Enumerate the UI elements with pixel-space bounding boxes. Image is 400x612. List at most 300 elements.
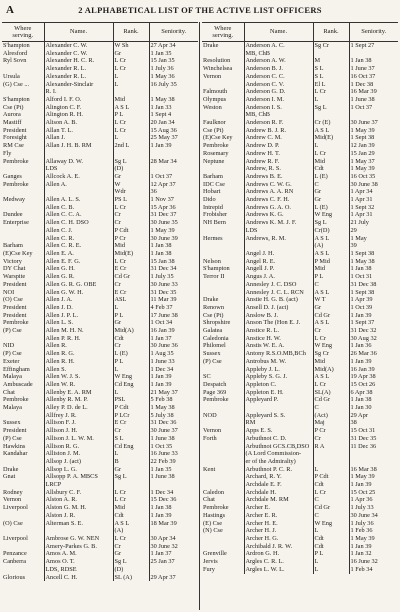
cell-where-serving: President <box>3 427 27 435</box>
cell-where-serving <box>202 250 244 258</box>
cell-where-serving: Pembroke <box>3 319 29 327</box>
cell-name: Andrews A. A. RN <box>244 188 313 196</box>
cell-rank: Cr <box>113 281 149 289</box>
cell-where-serving: Galatea <box>203 327 223 335</box>
cell-name: Andrew B. J. R. <box>244 127 313 135</box>
cell-rank: W Eng <box>313 520 349 528</box>
cell-seniority <box>149 566 198 574</box>
cell-name: Anderson G. D. <box>244 88 313 96</box>
cell-rank: Cd Gr <box>313 504 349 512</box>
cell-rank: L Cr <box>113 57 149 65</box>
cell-name: Appleyard P. <box>244 396 313 404</box>
cell-rank: L Cr <box>313 150 349 158</box>
cell-seniority: 15 Dec 36 <box>149 496 198 504</box>
cell-seniority: 4 Feb 37 <box>149 304 198 312</box>
cell-where-serving: Vernon <box>3 496 22 504</box>
cell-rank: W Sh <box>113 42 149 50</box>
cell-rank: Cr <box>113 342 149 350</box>
cell-seniority: 31 Dec 34 <box>149 265 198 273</box>
cell-rank: S L <box>313 73 349 81</box>
cell-name: Archer E. R. <box>244 512 313 520</box>
cell-rank: A S L <box>313 319 349 327</box>
cell-seniority: 1 Aug 35 <box>149 350 198 358</box>
table-row <box>2 281 198 289</box>
cell-rank <box>313 450 349 458</box>
cell-seniority: 1 Jan 37 <box>149 335 198 343</box>
cell-name: Allison J. H. <box>44 427 113 435</box>
cell-name: Alexander H. C. R. <box>44 57 113 65</box>
table-row <box>2 327 198 335</box>
cell-name: Angus J. A. <box>244 273 313 281</box>
cell-seniority: 6 Apr 38 <box>349 389 398 397</box>
cell-seniority: 29 <box>349 227 398 235</box>
cell-seniority: 1 July 33 <box>349 504 398 512</box>
cell-seniority: 1 Dec 38 <box>349 81 398 89</box>
cell-seniority: 15 Aug 36 <box>149 127 198 135</box>
cell-where-serving: Effingham <box>3 365 30 373</box>
cell-where-serving <box>2 235 44 243</box>
cell-seniority <box>149 481 198 489</box>
cell-name: Allen J. D. <box>44 304 113 312</box>
cell-name: Amos O. T. <box>44 558 113 566</box>
cell-where-serving <box>202 281 244 289</box>
cell-rank: A S L <box>113 104 149 112</box>
cell-where-serving: NH Bern <box>203 219 226 227</box>
cell-name: Antrobus M. W. <box>244 358 313 366</box>
cell-where-serving: Shropshire <box>203 319 231 327</box>
cell-where-serving <box>202 419 244 427</box>
cell-name: Archer H. E. <box>244 520 313 528</box>
table-row <box>202 558 398 566</box>
cell-rank: P L <box>313 550 349 558</box>
cell-rank: L Cr <box>313 489 349 497</box>
cell-where-serving <box>2 512 44 520</box>
cell-seniority: 1 Jan 36 <box>349 342 398 350</box>
table-row <box>202 312 398 320</box>
cell-name: Anderson I. M. <box>244 96 313 104</box>
cell-rank: Cr (E) <box>313 119 349 127</box>
cell-name: Allen G. H. <box>44 265 113 273</box>
cell-seniority: 21 May 37 <box>149 389 198 397</box>
cell-seniority: 16 Jan 39 <box>349 366 398 374</box>
cell-name: Allen C. C. A. <box>44 211 113 219</box>
cell-where-serving: (P) Cse <box>203 357 222 365</box>
cell-name <box>244 404 313 412</box>
cell-seniority: 1 Jan 39 <box>149 512 198 520</box>
table-row <box>202 458 398 466</box>
table-row <box>2 404 198 412</box>
cell-name: Anderson C. V. <box>244 81 313 89</box>
table-row <box>2 512 198 520</box>
cell-seniority: 1 Apr 31 <box>349 196 398 204</box>
cell-where-serving <box>202 81 244 89</box>
cell-name: Alterman S. E. <box>44 520 113 528</box>
cell-seniority: 1 Jan 38 <box>149 504 198 512</box>
table-row <box>2 527 198 535</box>
cell-seniority <box>349 458 398 466</box>
cell-seniority <box>349 450 398 458</box>
cell-name: Arbuthnot P. C. R. <box>244 466 313 474</box>
cell-name: Andrews C. W. G. <box>244 181 313 189</box>
table-row <box>202 396 398 404</box>
cell-rank <box>113 88 149 96</box>
cell-name: Allen R. G. <box>44 350 113 358</box>
table-row <box>202 219 398 227</box>
cell-rank: W <box>113 181 149 189</box>
cell-rank: L Cr <box>113 204 149 212</box>
header-rank: Rank. <box>313 23 349 42</box>
cell-name: Allen M. H. N. <box>44 327 113 335</box>
table-row <box>202 435 398 443</box>
cell-seniority: 1 Sept 38 <box>349 134 398 142</box>
cell-rank: B <box>113 458 149 466</box>
cell-seniority: 30 June 36 <box>149 342 198 350</box>
cell-name: Anstis W. E. A. <box>244 342 313 350</box>
cell-where-serving: Hobart <box>203 188 221 196</box>
cell-name: Allsopp P. A. MBCS <box>44 473 113 481</box>
cell-seniority: 30 Apr 34 <box>149 535 198 543</box>
cell-name: Ancell C. H. <box>44 574 113 582</box>
cell-rank: L Cr <box>113 535 149 543</box>
table-row <box>2 181 198 189</box>
cell-name: Archdale H. <box>244 489 313 497</box>
cell-where-serving: Ambuscade <box>3 380 33 388</box>
table-row <box>2 389 198 397</box>
column-divider <box>199 22 200 610</box>
table-row <box>202 281 398 289</box>
cell-seniority: 1 Oct 31 <box>349 273 398 281</box>
cell-where-serving <box>202 227 244 235</box>
cell-seniority: 30 June 38 <box>349 181 398 189</box>
cell-rank: C <box>313 181 349 189</box>
cell-seniority: 1 July 35 <box>149 273 198 281</box>
table-row <box>2 535 198 543</box>
cell-where-serving: Cse (Pt) <box>3 103 24 111</box>
left-list <box>2 22 198 581</box>
table-row <box>2 227 198 235</box>
cell-seniority: 1 May 39 <box>149 227 198 235</box>
cell-seniority: 15 Apr 36 <box>149 204 198 212</box>
cell-name: Alston J. R. <box>44 512 113 520</box>
table-row <box>202 543 398 551</box>
cell-rank: P Cdt <box>313 473 349 481</box>
table-row <box>2 504 198 512</box>
table-row <box>202 296 398 304</box>
cell-seniority: 1 Dec 34 <box>149 489 198 497</box>
cell-name: Alison A. B. <box>44 119 113 127</box>
cell-name: Anson The (Hon E. J. <box>244 319 313 327</box>
cell-seniority: 1 June 37 <box>349 65 398 73</box>
cell-rank: M <box>313 57 349 65</box>
cell-where-serving: Resolution <box>203 57 231 65</box>
cell-seniority: 1 Jan 38 <box>349 265 398 273</box>
table-row <box>202 566 398 574</box>
cell-rank: Cr <box>113 219 149 227</box>
table-row <box>202 427 398 435</box>
cell-where-serving: Vernon <box>203 427 222 435</box>
cell-rank: L <box>113 450 149 458</box>
cell-seniority: 1 Jan 35 <box>149 466 198 474</box>
cell-name: Anstie H. G. B. (act) <box>244 296 313 304</box>
cell-seniority: 1 May 36 <box>149 73 198 81</box>
cell-where-serving: President <box>3 303 27 311</box>
cell-seniority: 1 May 39 <box>349 473 398 481</box>
cell-seniority: 1 Jan 39 <box>349 312 398 320</box>
cell-name: Andrew D. P. <box>244 142 313 150</box>
cell-where-serving <box>202 366 244 374</box>
table-row <box>202 181 398 189</box>
cell-rank: Cd Gr <box>313 312 349 320</box>
cell-seniority: 1 Jan 30 <box>349 404 398 412</box>
cell-seniority: 1 Oct 37 <box>349 104 398 112</box>
header-seniority: Seniority. <box>349 23 398 42</box>
cell-where-serving <box>2 88 44 96</box>
cell-seniority: 1 July 36 <box>349 520 398 528</box>
cell-rank: L Cr <box>313 88 349 96</box>
cell-name: Allen C. H. DSO <box>44 219 113 227</box>
cell-where-serving: Pembroke <box>3 396 29 404</box>
cell-rank: L (E) <box>313 173 349 181</box>
table-row <box>2 165 198 173</box>
cell-name: Andrews G. A. O. <box>244 204 313 212</box>
table-row <box>202 358 398 366</box>
table-row <box>202 373 398 381</box>
cell-rank: Cr <box>113 211 149 219</box>
cell-where-serving: Cse (Pt) <box>203 126 224 134</box>
cell-seniority: 30 June 35 <box>149 219 198 227</box>
cell-rank: Mid(E) <box>113 250 149 258</box>
cell-name: Allen A. <box>44 181 113 189</box>
cell-rank: Cr <box>313 435 349 443</box>
cell-where-serving: Enterprise <box>3 219 29 227</box>
cell-seniority: 1 Sept 38 <box>349 250 398 258</box>
cell-where-serving: Pembroke <box>3 157 29 165</box>
cell-rank: L <box>113 134 149 142</box>
cell-name: Arbuthnot C. D. <box>244 435 313 443</box>
cell-rank: L Cr <box>313 381 349 389</box>
cell-name: Allen C. R. E. <box>44 242 113 250</box>
cell-seniority: 1 Jan 39 <box>349 358 398 366</box>
cell-seniority: 11 Dec 36 <box>349 443 398 451</box>
cell-rank: P LCr <box>113 412 149 420</box>
cell-name: Allen R. H. <box>44 358 113 366</box>
table-row <box>202 57 398 65</box>
cell-name <box>44 150 113 158</box>
cell-where-serving: Forth <box>203 434 217 442</box>
cell-rank <box>313 111 349 119</box>
table-row <box>2 204 198 212</box>
table-row <box>202 81 398 89</box>
table-row <box>2 211 198 219</box>
cell-where-serving: Neptune <box>203 157 225 165</box>
cell-rank: Sg Cr <box>313 42 349 50</box>
table-row <box>2 496 198 504</box>
cell-seniority: 29 Apr 37 <box>149 574 198 582</box>
cell-name: Andrews K. G. <box>244 211 313 219</box>
cell-rank: Cr <box>113 543 149 551</box>
table-row <box>202 104 398 112</box>
table-row <box>2 173 198 181</box>
cell-name <box>244 242 313 250</box>
table-row <box>202 188 398 196</box>
cell-rank: A S L <box>313 289 349 297</box>
table-row <box>2 435 198 443</box>
cell-seniority: 1 Apr 34 <box>349 188 398 196</box>
table-row <box>2 358 198 366</box>
cell-rank: L <box>113 304 149 312</box>
cell-where-serving: Rosemary <box>203 149 229 157</box>
cell-rank: L <box>113 81 149 89</box>
cell-seniority: 1 June 38 <box>149 435 198 443</box>
cell-seniority: 17 June 38 <box>149 312 198 320</box>
cell-rank: Sg Cr <box>313 350 349 358</box>
cell-rank: P L <box>113 358 149 366</box>
cell-name: Allen L. S. <box>44 319 113 327</box>
cell-seniority: 31 Dec 35 <box>349 435 398 443</box>
cell-where-serving <box>202 111 244 119</box>
cell-where-serving: President <box>3 280 27 288</box>
cell-seniority: 1 Apr 31 <box>349 211 398 219</box>
table-row <box>2 73 198 81</box>
cell-where-serving <box>202 165 244 173</box>
header-name: Name. <box>44 23 113 42</box>
cell-rank: Gr <box>313 188 349 196</box>
cell-seniority: 30 June 37 <box>149 427 198 435</box>
table-row <box>2 127 198 135</box>
table-row <box>202 466 398 474</box>
cell-name: Allcock A. E. <box>44 173 113 181</box>
table-row <box>202 496 398 504</box>
cell-rank: P Cr <box>113 235 149 243</box>
cell-rank: Cr <box>313 327 349 335</box>
table-row <box>2 81 198 89</box>
cell-seniority: 1 Feb 36 <box>349 527 398 535</box>
cell-where-serving <box>202 50 244 58</box>
cell-name: Allen J. A. <box>44 296 113 304</box>
cell-where-serving: S'hampton <box>203 265 230 273</box>
table-row <box>2 373 198 381</box>
table-row <box>202 50 398 58</box>
cell-seniority: 31 Dec 32 <box>349 327 398 335</box>
table-row <box>202 196 398 204</box>
cell-where-serving: Chat <box>203 496 215 504</box>
cell-name: (A Lord Commission- <box>244 450 313 458</box>
cell-rank: Maj <box>313 419 349 427</box>
table-row <box>2 458 198 466</box>
cell-seniority: 31 Dec 37 <box>149 211 198 219</box>
cell-rank: W Eng <box>313 211 349 219</box>
cell-name: Archibald J. R. W. <box>244 543 313 551</box>
cell-seniority: 1 Feb 34 <box>349 566 398 574</box>
cell-name: Andrews, R. M. <box>244 235 313 243</box>
cell-rank: Mid <box>313 265 349 273</box>
cell-seniority: 15 Jan 38 <box>149 258 198 266</box>
cell-seniority: 31 Dec 35 <box>149 289 198 297</box>
cell-seniority: 18 Mar 39 <box>149 520 198 528</box>
cell-rank: Cdt <box>313 165 349 173</box>
cell-name: Alford I. F. O. <box>44 96 113 104</box>
cell-where-serving <box>2 481 44 489</box>
table-row <box>2 265 198 273</box>
cell-name: Allsbury C. F. <box>44 489 113 497</box>
table-row <box>2 427 198 435</box>
cell-rank: L (E) <box>313 204 349 212</box>
cell-where-serving <box>202 289 244 297</box>
table-row <box>202 535 398 543</box>
cell-where-serving: Pembroke <box>3 180 29 188</box>
cell-seniority: 1 June 33 <box>149 358 198 366</box>
cell-rank: L <box>113 73 149 81</box>
table-row <box>2 550 198 558</box>
cell-name: Allen G. R. <box>44 273 113 281</box>
table-row <box>202 520 398 528</box>
cell-name: Angel J. H. <box>244 250 313 258</box>
cell-name: Arbuthnot GCS.CB,DSO <box>244 443 313 451</box>
cell-name: Allsop L. G. <box>44 466 113 474</box>
cell-where-serving: Penzance <box>3 550 27 558</box>
cell-seniority: 1 July 36 <box>149 65 198 73</box>
cell-where-serving: (O) Cse <box>3 296 23 304</box>
cell-rank: E Cr <box>113 289 149 297</box>
table-row <box>2 412 198 420</box>
cell-seniority: 30 June 37 <box>349 119 398 127</box>
cell-rank: El L <box>313 81 349 89</box>
cell-where-serving: Malaya <box>3 373 22 381</box>
cell-rank: Mid <box>113 504 149 512</box>
cell-where-serving: Olympus <box>203 95 227 103</box>
cell-where-serving: President <box>3 311 27 319</box>
cell-rank: L <box>313 527 349 535</box>
cell-seniority: 1 Oct 34 <box>149 319 198 327</box>
cell-where-serving: Canberra <box>3 558 27 566</box>
cell-seniority: 1 Jan 38 <box>149 250 198 258</box>
cell-seniority: 5 Feb 38 <box>149 396 198 404</box>
cell-where-serving <box>2 165 44 173</box>
cell-rank: (A) <box>313 242 349 250</box>
cell-where-serving: (N) Cse <box>203 527 223 535</box>
table-row <box>2 258 198 266</box>
cell-rank: Gr <box>113 550 149 558</box>
cell-name: Allen E. F. G. <box>44 258 113 266</box>
table-row <box>2 150 198 158</box>
cell-seniority <box>149 527 198 535</box>
cell-seniority: 27 Apr 34 <box>149 42 198 50</box>
cell-name: Anderson A. W. <box>244 57 313 65</box>
cell-seniority: 31 Dec 36 <box>149 419 198 427</box>
cell-name: Alexander C. W. <box>44 50 113 58</box>
cell-rank: Mid <box>313 358 349 366</box>
table-row <box>202 304 398 312</box>
table-row <box>202 419 398 427</box>
table-row <box>2 520 198 528</box>
cell-rank: L <box>313 566 349 574</box>
cell-rank: Gr <box>113 50 149 58</box>
cell-where-serving: S'hampton <box>3 42 30 49</box>
cell-seniority: 1 Jan 39 <box>349 481 398 489</box>
cell-seniority: 15 Jan 35 <box>149 57 198 65</box>
cell-seniority: 30 June 34 <box>349 512 398 520</box>
cell-seniority: 1 Jan 35 <box>149 50 198 58</box>
cell-where-serving: Weston <box>203 103 222 111</box>
cell-seniority <box>349 50 398 58</box>
cell-name: Andrews C. F. H. <box>244 196 313 204</box>
cell-where-serving: Pembroke <box>203 142 229 150</box>
table-row <box>2 242 198 250</box>
cell-where-serving: Liverpool <box>3 504 28 512</box>
cell-rank: L Cr <box>113 489 149 497</box>
table-row <box>2 50 198 58</box>
cell-where-serving: Page 369 <box>203 388 227 396</box>
